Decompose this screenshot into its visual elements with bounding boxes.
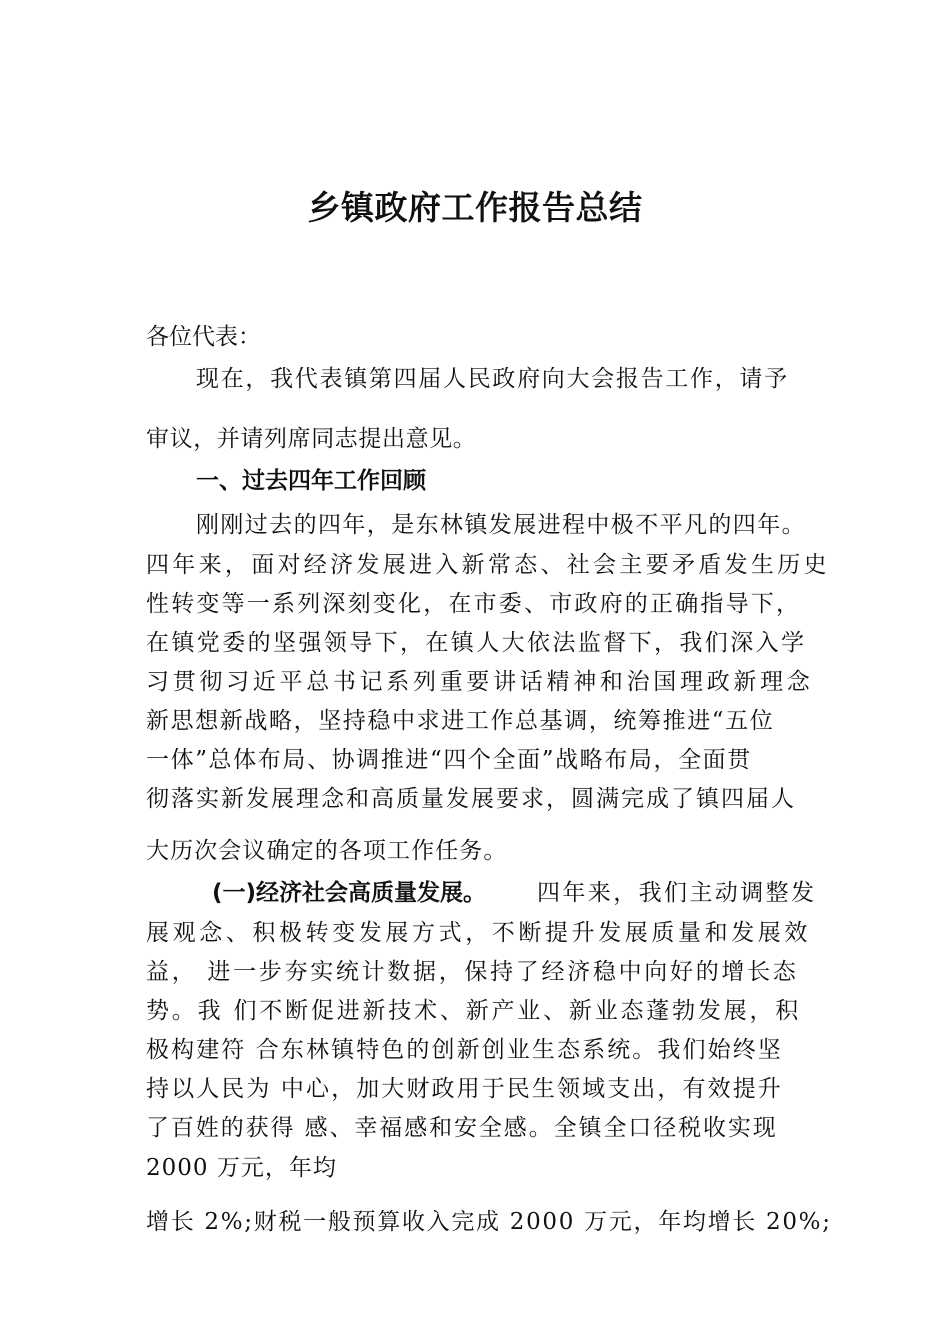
paragraph-line: 大历次会议确定的各项工作任务。 bbox=[146, 838, 508, 864]
paragraph-line: 2000 万元，年均 bbox=[146, 1155, 337, 1181]
paragraph-line: 习贯彻习近平总书记系列重要讲话精神和治国理政新理念 bbox=[146, 669, 814, 695]
paragraph-line: 刚刚过去的四年，是东林镇发展进程中极不平凡的四年。 bbox=[196, 512, 806, 538]
paragraph-line: 在镇党委的坚强领导下，在镇人大依法监督下，我们深入学 bbox=[146, 630, 807, 656]
paragraph-line: 益， 进一步夯实统计数据，保持了经济稳中向好的增长态 bbox=[146, 959, 799, 985]
paragraph-line: 极构建符 合东林镇特色的创新创业生态系统。我们始终坚 bbox=[146, 1037, 783, 1063]
paragraph-line: 四年来，我们主动调整发 bbox=[537, 880, 817, 906]
paragraph-line: 势。我 们不断促进新技术、新产业、新业态蓬勃发展，积 bbox=[146, 998, 802, 1024]
paragraph-line: 性转变等一系列深刻变化，在市委、市政府的正确指导下， bbox=[146, 591, 802, 617]
paragraph-line: 一体”总体布局、协调推进“四个全面”战略布局，全面贯 bbox=[146, 747, 752, 773]
paragraph-line: 持以人民为 中心，加大财政用于民生领域支出，有效提升 bbox=[146, 1076, 783, 1102]
paragraph-line: 了百姓的获得 感、幸福感和安全感。全镇全口径税收实现 bbox=[146, 1115, 778, 1141]
section-heading: 一、过去四年工作回顾 bbox=[196, 468, 426, 494]
paragraph-line: 新思想新战略，坚持稳中求进工作总基调，统筹推进“五位 bbox=[146, 708, 775, 734]
paragraph-line: 彻落实新发展理念和高质量发展要求，圆满完成了镇四届人 bbox=[146, 786, 796, 812]
salutation: 各位代表： bbox=[146, 324, 261, 350]
subsection-heading: (一)经济社会高质量发展。 bbox=[212, 880, 487, 906]
paragraph-line: 增长 2%;财税一般预算收入完成 2000 万元，年均增长 20%; bbox=[146, 1209, 832, 1235]
paragraph-line: 现在，我代表镇第四届人民政府向大会报告工作，请予 bbox=[196, 366, 789, 392]
paragraph-line: 四年来，面对经济发展进入新常态、社会主要矛盾发生历史 bbox=[146, 552, 830, 578]
paragraph-line: 审议，并请列席同志提出意见。 bbox=[146, 426, 477, 452]
document-title: 乡镇政府工作报告总结 bbox=[307, 188, 643, 227]
paragraph-line: 展观念、积极转变发展方式，不断提升发展质量和发展效 bbox=[146, 920, 811, 946]
